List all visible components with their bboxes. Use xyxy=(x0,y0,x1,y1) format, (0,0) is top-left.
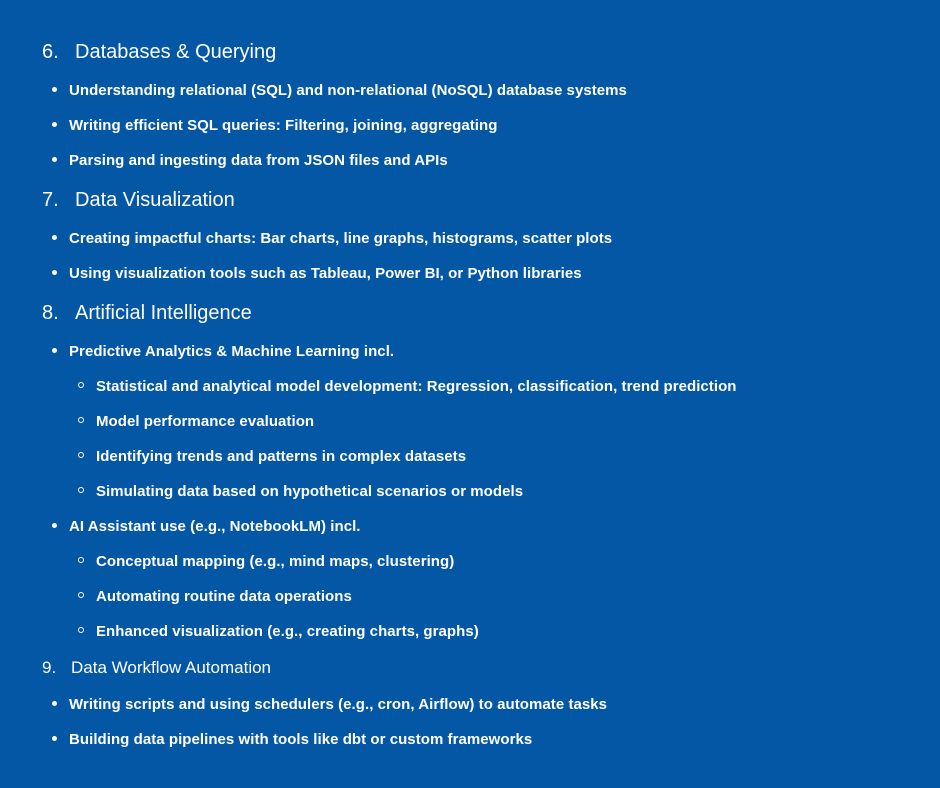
bullet-icon xyxy=(52,523,57,528)
sub-list-item-text: Simulating data based on hypothetical scenarios or models xyxy=(96,483,524,500)
list-item-text: AI Assistant use (e.g., NotebookLM) incl. xyxy=(69,518,361,535)
section-heading-ai xyxy=(42,303,252,323)
list-item-text: Understanding relational (SQL) and non-relational (NoSQL) database systems xyxy=(69,82,627,99)
section-heading-visualization xyxy=(42,190,235,210)
circle-bullet-icon xyxy=(78,627,84,633)
bullet-icon xyxy=(52,157,57,162)
sub-list-item-text: Conceptual mapping (e.g., mind maps, clustering) xyxy=(96,553,455,570)
sub-list-item xyxy=(96,414,314,429)
list-item xyxy=(69,83,627,98)
list-item xyxy=(69,344,394,359)
list-item xyxy=(69,153,448,168)
circle-bullet-icon xyxy=(78,382,84,388)
list-item-text: Predictive Analytics & Machine Learning incl. xyxy=(69,343,395,360)
list-item xyxy=(69,118,497,133)
list-item-text: Building data pipelines with tools like dbt or custom frameworks xyxy=(69,731,533,748)
list-item-text: Creating impactful charts: Bar charts, line graphs, histograms, scatter plots xyxy=(69,230,613,247)
section-title: Data Workflow Automation xyxy=(71,658,271,677)
bullet-icon xyxy=(52,87,57,92)
sub-list-item xyxy=(96,484,523,499)
bullet-icon xyxy=(52,122,57,127)
section-number: 9. xyxy=(42,658,57,677)
sub-list-item-text: Automating routine data operations xyxy=(96,588,352,605)
bullet-icon xyxy=(52,270,57,275)
sub-list-item-text: Enhanced visualization (e.g., creating charts, graphs) xyxy=(96,623,479,640)
list-item-text: Parsing and ingesting data from JSON files and APIs xyxy=(69,152,448,169)
list-item xyxy=(69,732,532,747)
section-heading-automation xyxy=(42,659,271,676)
list-item-text: Writing efficient SQL queries: Filtering, joining, aggregating xyxy=(69,117,498,134)
sub-list-item xyxy=(96,379,737,394)
section-number: 6. xyxy=(42,41,59,63)
list-item xyxy=(69,697,607,712)
section-title: Databases & Querying xyxy=(75,41,277,63)
section-title: Data Visualization xyxy=(75,189,235,211)
bullet-icon xyxy=(52,736,57,741)
section-title: Artificial Intelligence xyxy=(75,302,252,324)
sub-list-item-text: Statistical and analytical model development: Regression, classification, trend prediction xyxy=(96,378,737,395)
sub-list-item xyxy=(96,624,479,639)
circle-bullet-icon xyxy=(78,487,84,493)
circle-bullet-icon xyxy=(78,557,84,563)
bullet-icon xyxy=(52,235,57,240)
circle-bullet-icon xyxy=(78,452,84,458)
sub-list-item xyxy=(96,449,466,464)
sub-list-item xyxy=(96,554,454,569)
section-heading-databases xyxy=(42,42,276,62)
list-item xyxy=(69,266,582,281)
bullet-icon xyxy=(52,701,57,706)
section-number: 7. xyxy=(42,189,59,211)
list-item xyxy=(69,231,612,246)
list-item xyxy=(69,519,361,534)
circle-bullet-icon xyxy=(78,592,84,598)
bullet-icon xyxy=(52,348,57,353)
circle-bullet-icon xyxy=(78,417,84,423)
sub-list-item-text: Identifying trends and patterns in complex datasets xyxy=(96,448,467,465)
list-item-text: Writing scripts and using schedulers (e.g., cron, Airflow) to automate tasks xyxy=(69,696,608,713)
list-item-text: Using visualization tools such as Tableau, Power BI, or Python libraries xyxy=(69,265,582,282)
section-number: 8. xyxy=(42,302,59,324)
sub-list-item-text: Model performance evaluation xyxy=(96,413,315,430)
sub-list-item xyxy=(96,589,352,604)
